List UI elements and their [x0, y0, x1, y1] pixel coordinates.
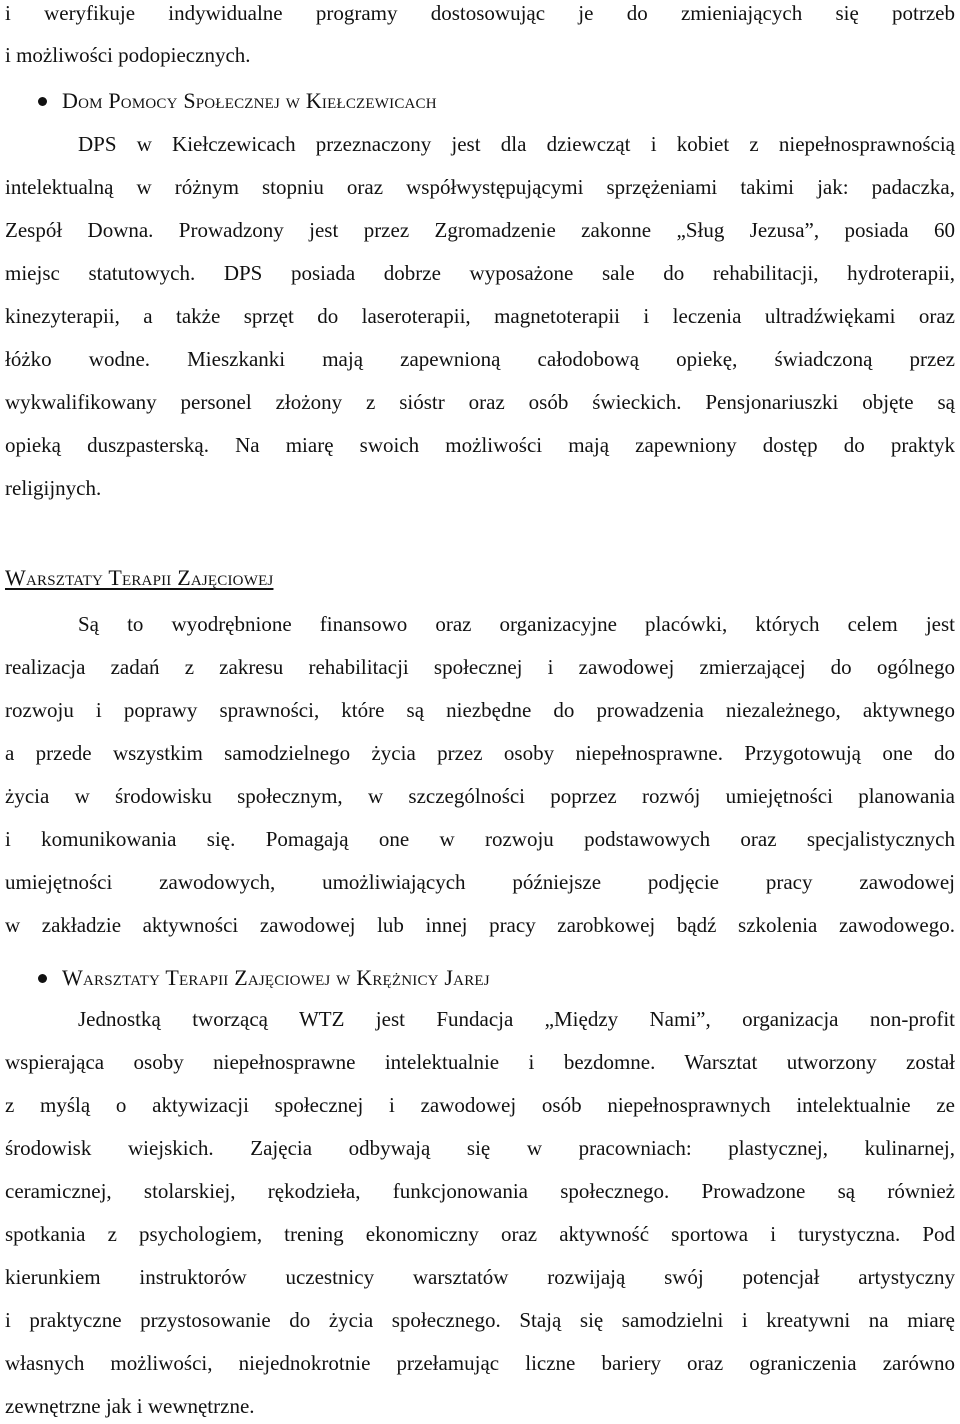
- paragraph-line: środowisk wiejskich. Zajęcia odbywają się w pracowniach: plastycznej, kulinarnej,: [5, 1136, 955, 1160]
- paragraph-line: i praktyczne przystosowanie do życia społecznego. Stają się samodzielni i kreatywni na miarę: [5, 1308, 955, 1332]
- paragraph-line: spotkania z psychologiem, trening ekonomiczny oraz aktywność sportowa i turystyczna. Pod: [5, 1222, 955, 1246]
- paragraph-line: Są to wyodrębnione finansowo oraz organizacyjne placówki, których celem jest: [78, 612, 955, 636]
- paragraph-line: intelektualną w różnym stopniu oraz współwystępującymi sprzężeniami takimi jak: padaczka,: [5, 175, 955, 199]
- paragraph-line: i komunikowania się. Pomagają one w rozwoju podstawowych oraz specjalistycznych: [5, 827, 955, 851]
- paragraph-line: kinezyterapii, a także sprzęt do laseroterapii, magnetoterapii i leczenia ultradźwiękami oraz: [5, 304, 955, 328]
- paragraph-line: i możliwości podopiecznych.: [5, 43, 251, 67]
- section-heading-wtz: Warsztaty Terapii Zajęciowej: [5, 565, 274, 590]
- paragraph-line: w zakładzie aktywności zawodowej lub innej pracy zarobkowej bądź szkolenia zawodowego.: [5, 913, 955, 937]
- paragraph-line: ceramicznej, stolarskiej, rękodzieła, funkcjonowania społecznego. Prowadzone są również: [5, 1179, 955, 1203]
- paragraph-line: opieką duszpasterską. Na miarę swoich możliwości mają zapewniony dostęp do praktyk: [5, 433, 955, 457]
- paragraph-line: i weryfikuje indywidualne programy dostosowując je do zmieniających się potrzeb: [5, 1, 955, 25]
- paragraph-line: Zespół Downa. Prowadzony jest przez Zgromadzenie zakonne „Sług Jezusa”, posiada 60: [5, 218, 955, 242]
- paragraph-line: życia w środowisku społecznym, w szczególności poprzez rozwój umiejętności planowania: [5, 784, 955, 808]
- paragraph-line: a przede wszystkim samodzielnego życia przez osoby niepełnosprawne. Przygotowują one do: [5, 741, 955, 765]
- section-heading-dps: Dom Pomocy Społecznej w Kiełczewicach: [62, 88, 437, 113]
- paragraph-line: realizacja zadań z zakresu rehabilitacji społecznej i zawodowej zmierzającej do ogólnego: [5, 655, 955, 679]
- paragraph-line: wspierająca osoby niepełnosprawne intelektualnie i bezdomne. Warsztat utworzony został: [5, 1050, 955, 1074]
- paragraph-line: łóżko wodne. Mieszkanki mają zapewnioną całodobową opiekę, świadczoną przez: [5, 347, 955, 371]
- bullet-icon: [38, 97, 47, 106]
- paragraph-line: umiejętności zawodowych, umożliwiających późniejsze podjęcie pracy zawodowej: [5, 870, 955, 894]
- paragraph-line: Jednostką tworzącą WTZ jest Fundacja „Między Nami”, organizacja non-profit: [78, 1007, 955, 1031]
- paragraph-line: własnych możliwości, niejednokrotnie przełamując liczne bariery oraz ograniczenia zarówno: [5, 1351, 955, 1375]
- paragraph-line: z myślą o aktywizacji społecznej i zawodowej osób niepełnosprawnych intelektualnie ze: [5, 1093, 955, 1117]
- bullet-icon: [38, 974, 47, 983]
- paragraph-line: DPS w Kiełczewicach przeznaczony jest dla dziewcząt i kobiet z niepełnosprawnością: [78, 132, 955, 156]
- paragraph-line: miejsc statutowych. DPS posiada dobrze wyposażone sale do rehabilitacji, hydroterapii,: [5, 261, 955, 285]
- paragraph-line: kierunkiem instruktorów uczestnicy warsztatów rozwijają swój potencjał artystyczny: [5, 1265, 955, 1289]
- paragraph-line: wykwalifikowany personel złożony z sióstr oraz osób świeckich. Pensjonariuszki objęte są: [5, 390, 955, 414]
- paragraph-line: rozwoju i poprawy sprawności, które są niezbędne do prowadzenia niezależnego, aktywnego: [5, 698, 955, 722]
- paragraph-line: religijnych.: [5, 476, 102, 500]
- paragraph-line: zewnętrzne jak i wewnętrzne.: [5, 1394, 255, 1418]
- section-heading-wtz-kreznica: Warsztaty Terapii Zajęciowej w Krężnicy Jarej: [62, 965, 490, 990]
